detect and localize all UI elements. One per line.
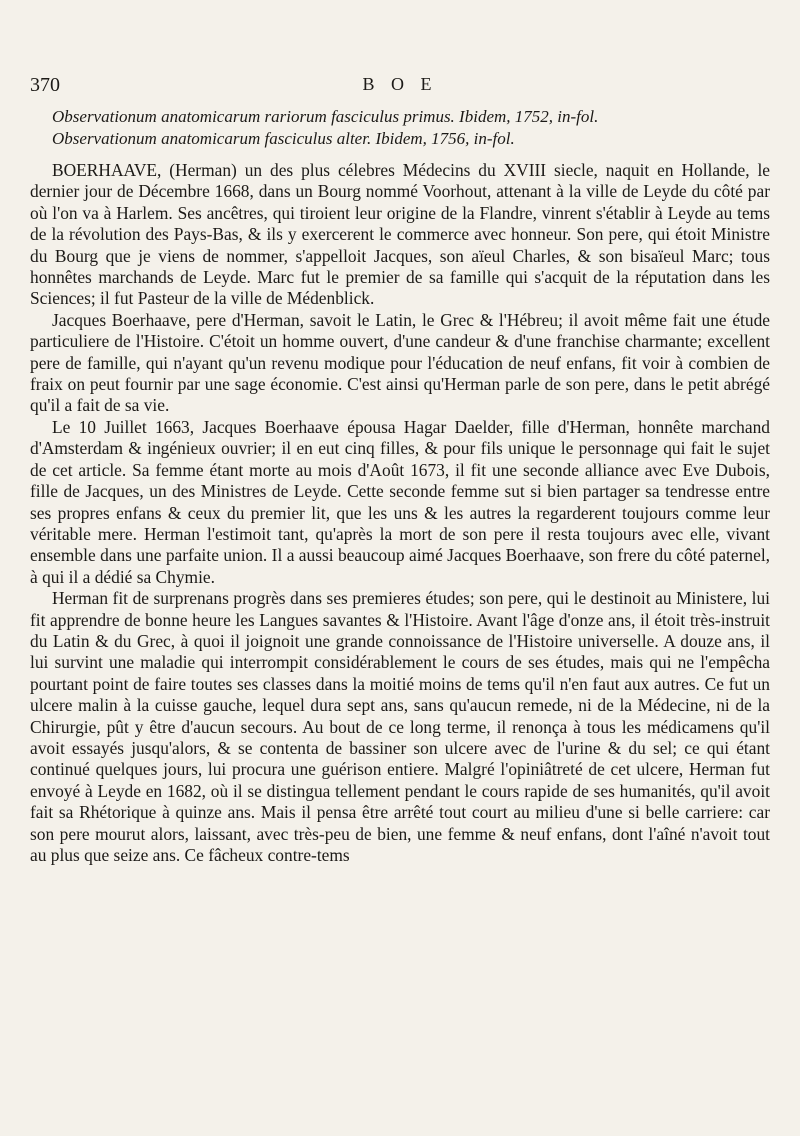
reference-list	[52, 106, 770, 150]
paragraph-intro: BOERHAAVE, (Herman) un des plus célebres Médecins du XVIII siecle, naquit en Hollande, le dernier jour de Décembre 1668, dans un Bourg nommé Voorhout, attenant à la ville de Leyde du côté par où l'on va à Harlem. Ses ancêtres, qui tiroient leur origine de la Flandre, vinrent s'établir à Leyde au tems de la révolution des Pays-Bas, & ils y exercerent le commerce avec honneur. Son pere, qui étoit Ministre du Bourg que je viens de nommer, s'appelloit Jacques, son aïeul Charles, & son bisaïeul Marc; tous honnêtes marchands de Leyde. Marc fut le premier de sa famille qui s'acquit de la réputation dans les Sciences; il fut Pasteur de la ville de Médenblick.	[30, 160, 770, 309]
paragraph-father: Jacques Boerhaave, pere d'Herman, savoit le Latin, le Grec & l'Hébreu; il avoit même fait une étude particuliere de l'Histoire. C'étoit un homme ouvert, d'une candeur & d'une franchise charmante; excellent pere de famille, qui n'ayant qu'un revenu modique pour l'éducation de neuf enfans, fit voir à combien de fraix on peut fournir par une sage économie. C'est ainsi qu'Herman parle de son pere, dans le petit abrégé qu'il a fait de sa vie.	[30, 309, 770, 416]
paragraph-studies: Herman fit de surprenans progrès dans ses premieres études; son pere, qui le destinoit au Ministere, lui fit apprendre de bonne heure les Langues savantes & l'Histoire. Avant l'âge d'onze ans, il étoit très-instruit du Latin & du Grec, à quoi il joignoit une grande connoissance de l'Histoire universelle. A douze ans, il lui survint une maladie qui interrompit considérablement le cours de ses études, mais qui ne l'empêcha pourtant point de faire toutes ses classes dans la moitié moins de tems qu'il n'en faut aux autres. Ce fut un ulcere malin à la cuisse gauche, lequel dura sept ans, sans qu'aucun remede, ni de la Médecine, ni de la Chirurgie, pût y être d'aucun secours. Au bout de ce long terme, il renonça à tous les médicamens qu'il avoit essayés jusqu'alors, & se contenta de bassiner son ulcere avec de l'urine & du sel; ce qui étant continué quelques jours, lui procura une guérison entiere. Malgré l'opiniâtreté de cet ulcere, Herman fut envoyé à Leyde en 1682, où il se distingua tellement pendant le cours rapide de ses humanités, qu'il avoit fait sa Rhétorique à quinze ans. Mais il pensa être arrêté tout court au milieu d'une si belle carriere: car son pere mourut alors, laissant, avec très-peu de bien, une femme & neuf enfans, dont l'aîné n'avoit tout au plus que seize ans. Ce fâcheux contre-tems	[30, 588, 770, 865]
page-number: 370	[30, 74, 60, 96]
article-body	[30, 160, 770, 866]
running-head: B O E	[362, 74, 438, 94]
page-header	[30, 70, 770, 100]
reference-line: Observationum anatomicarum fasciculus alter. Ibidem, 1756, in-fol.	[52, 129, 515, 148]
book-page	[30, 70, 770, 866]
reference-line: Observationum anatomicarum rariorum fasciculus primus. Ibidem, 1752, in-fol.	[52, 107, 599, 126]
paragraph-family: Le 10 Juillet 1663, Jacques Boerhaave épousa Hagar Daelder, fille d'Herman, honnête marchand d'Amsterdam & ingénieux ouvrier; il en eut cinq filles, & pour fils unique le personnage qui fait le sujet de cet article. Sa femme étant morte au mois d'Août 1673, il fit une seconde alliance avec Eve Dubois, fille de Jacques, un des Ministres de Leyde. Cette seconde femme sut si bien partager sa tendresse entre ses propres enfans & ceux du premier lit, que les uns & les autres la regarderent toujours comme leur véritable mere. Herman l'estimoit tant, qu'après la mort de son pere il resta toujours avec elle, vivant ensemble dans une parfaite union. Il a aussi beaucoup aimé Jacques Boerhaave, son frere du côté paternel, à qui il a dédié sa Chymie.	[30, 416, 770, 587]
